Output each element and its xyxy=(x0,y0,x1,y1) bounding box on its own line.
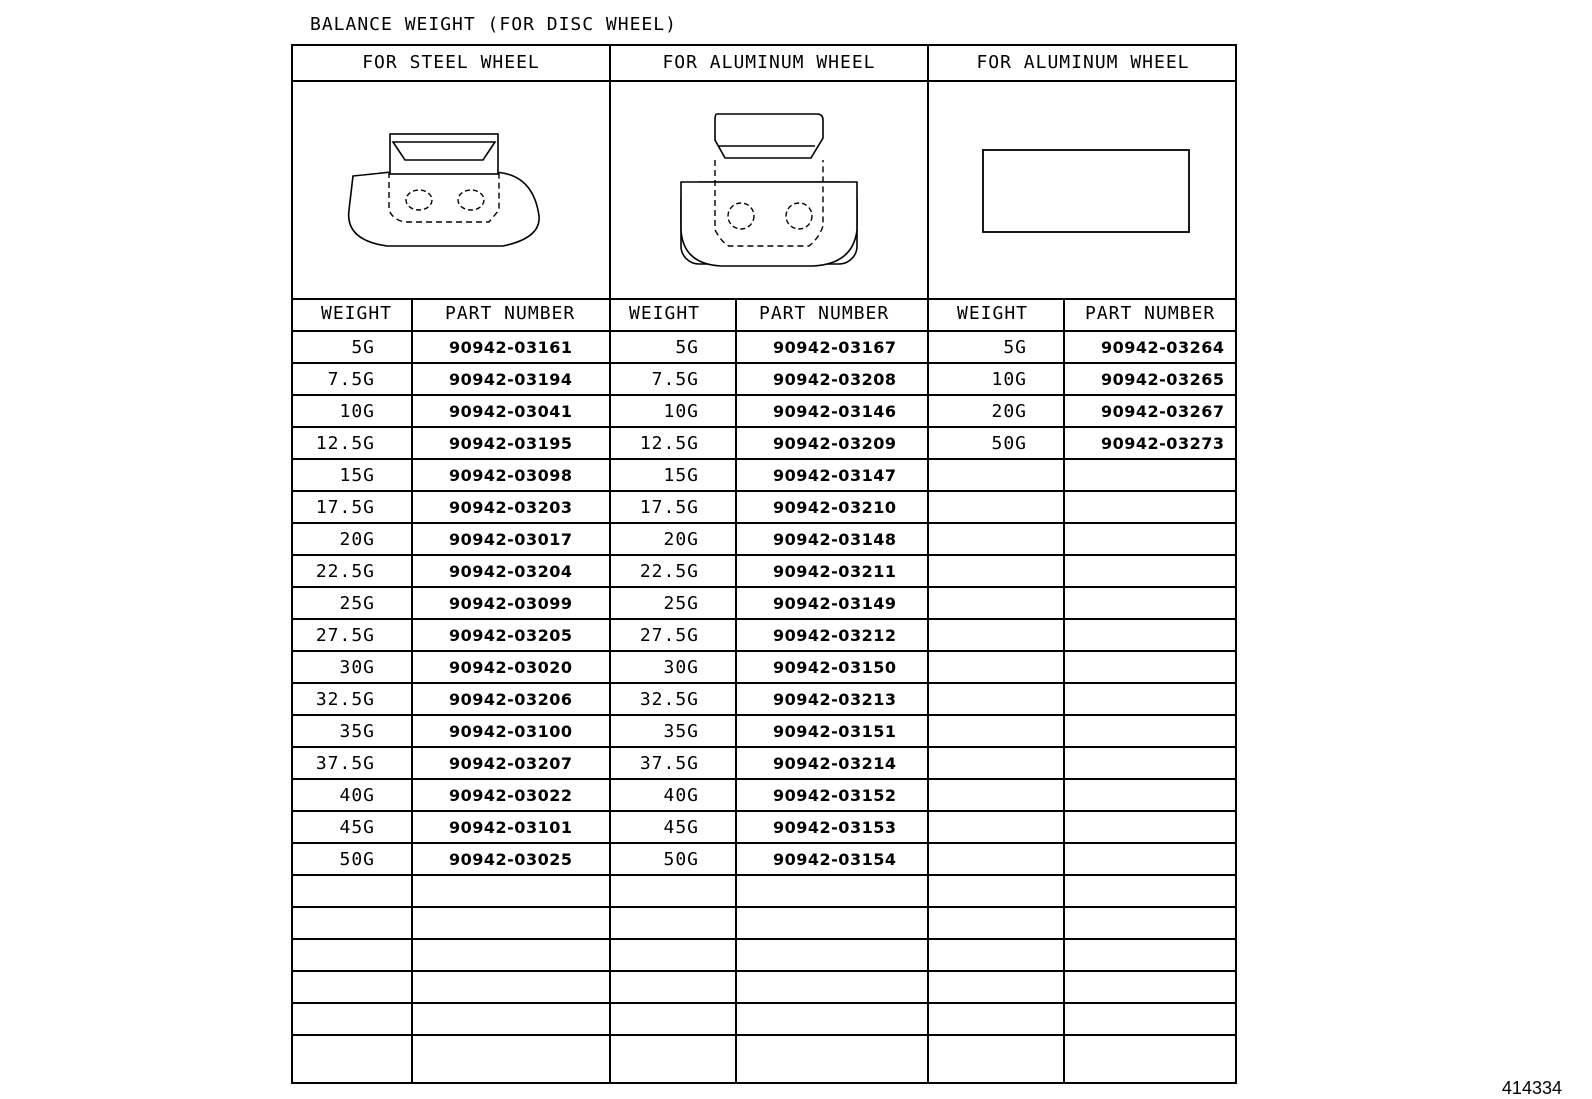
weight-cell: 35G xyxy=(339,721,375,742)
steel-wheel-weight-illustration xyxy=(293,80,609,298)
column-divider xyxy=(1063,298,1065,1082)
balance-weight-table xyxy=(291,44,1237,1084)
row-divider xyxy=(293,426,1235,428)
part-number-cell: 90942-03161 xyxy=(449,338,573,357)
col-part-number-header: PART NUMBER xyxy=(1085,303,1216,324)
weight-cell: 15G xyxy=(663,465,699,486)
col-part-number-header: PART NUMBER xyxy=(759,303,890,324)
part-number-cell: 90942-03207 xyxy=(449,754,573,773)
part-number-cell: 90942-03267 xyxy=(1101,402,1225,421)
weight-cell: 22.5G xyxy=(639,561,699,582)
part-number-cell: 90942-03211 xyxy=(773,562,897,581)
weight-cell: 7.5G xyxy=(651,369,699,390)
weight-cell: 10G xyxy=(663,401,699,422)
part-number-cell: 90942-03195 xyxy=(449,434,573,453)
part-number-cell: 90942-03041 xyxy=(449,402,573,421)
weight-cell: 5G xyxy=(1003,337,1027,358)
weight-cell: 50G xyxy=(339,849,375,870)
weight-cell: 10G xyxy=(991,369,1027,390)
col-weight-header: WEIGHT xyxy=(321,303,393,324)
weight-cell: 20G xyxy=(991,401,1027,422)
row-divider xyxy=(293,746,1235,748)
weight-cell: 5G xyxy=(351,337,375,358)
weight-cell: 10G xyxy=(339,401,375,422)
weight-cell: 12.5G xyxy=(315,433,375,454)
section-header-aluminum-b: FOR ALUMINUM WHEEL xyxy=(976,52,1190,73)
part-number-cell: 90942-03152 xyxy=(773,786,897,805)
row-divider xyxy=(293,842,1235,844)
row-divider xyxy=(293,1002,1235,1004)
row-divider xyxy=(293,906,1235,908)
part-number-cell: 90942-03148 xyxy=(773,530,897,549)
row-divider xyxy=(293,1034,1235,1036)
row-divider xyxy=(293,586,1235,588)
weight-cell: 12.5G xyxy=(639,433,699,454)
weight-cell: 50G xyxy=(991,433,1027,454)
part-number-cell: 90942-03203 xyxy=(449,498,573,517)
part-number-cell: 90942-03025 xyxy=(449,850,573,869)
page-title: BALANCE WEIGHT (FOR DISC WHEEL) xyxy=(310,14,677,35)
col-part-number-header: PART NUMBER xyxy=(445,303,576,324)
part-number-cell: 90942-03151 xyxy=(773,722,897,741)
weight-cell: 15G xyxy=(339,465,375,486)
part-number-cell: 90942-03213 xyxy=(773,690,897,709)
aluminum-wheel-weight-illustration xyxy=(611,80,927,298)
part-number-cell: 90942-03264 xyxy=(1101,338,1225,357)
part-number-cell: 90942-03206 xyxy=(449,690,573,709)
part-number-cell: 90942-03214 xyxy=(773,754,897,773)
weight-cell: 25G xyxy=(663,593,699,614)
weight-cell: 37.5G xyxy=(315,753,375,774)
part-number-cell: 90942-03150 xyxy=(773,658,897,677)
part-number-cell: 90942-03022 xyxy=(449,786,573,805)
part-number-cell: 90942-03210 xyxy=(773,498,897,517)
part-number-cell: 90942-03167 xyxy=(773,338,897,357)
weight-cell: 7.5G xyxy=(327,369,375,390)
row-divider xyxy=(293,778,1235,780)
part-number-cell: 90942-03209 xyxy=(773,434,897,453)
weight-cell: 35G xyxy=(663,721,699,742)
weight-cell: 45G xyxy=(339,817,375,838)
adhesive-weight-illustration xyxy=(929,80,1237,298)
row-divider xyxy=(293,970,1235,972)
part-number-cell: 90942-03146 xyxy=(773,402,897,421)
weight-cell: 40G xyxy=(663,785,699,806)
weight-cell: 32.5G xyxy=(639,689,699,710)
row-divider xyxy=(293,554,1235,556)
part-number-cell: 90942-03101 xyxy=(449,818,573,837)
weight-cell: 32.5G xyxy=(315,689,375,710)
part-number-cell: 90942-03153 xyxy=(773,818,897,837)
col-weight-header: WEIGHT xyxy=(957,303,1029,324)
weight-cell: 22.5G xyxy=(315,561,375,582)
part-number-cell: 90942-03017 xyxy=(449,530,573,549)
part-number-cell: 90942-03099 xyxy=(449,594,573,613)
row-divider xyxy=(293,874,1235,876)
part-number-cell: 90942-03020 xyxy=(449,658,573,677)
row-divider xyxy=(293,522,1235,524)
weight-cell: 5G xyxy=(675,337,699,358)
row-divider xyxy=(293,714,1235,716)
weight-cell: 20G xyxy=(663,529,699,550)
row-divider xyxy=(293,490,1235,492)
part-number-cell: 90942-03098 xyxy=(449,466,573,485)
section-header-aluminum-a: FOR ALUMINUM WHEEL xyxy=(662,52,876,73)
section-header-steel: FOR STEEL WHEEL xyxy=(362,52,540,73)
section-divider xyxy=(927,46,929,1082)
row-divider xyxy=(293,394,1235,396)
part-number-cell: 90942-03212 xyxy=(773,626,897,645)
part-number-cell: 90942-03208 xyxy=(773,370,897,389)
part-number-cell: 90942-03265 xyxy=(1101,370,1225,389)
part-number-cell: 90942-03194 xyxy=(449,370,573,389)
row-divider xyxy=(293,362,1235,364)
part-number-cell: 90942-03205 xyxy=(449,626,573,645)
row-divider xyxy=(293,618,1235,620)
weight-cell: 27.5G xyxy=(315,625,375,646)
weight-cell: 17.5G xyxy=(315,497,375,518)
row-divider xyxy=(293,80,1235,82)
row-divider xyxy=(293,458,1235,460)
weight-cell: 50G xyxy=(663,849,699,870)
weight-cell: 30G xyxy=(339,657,375,678)
part-number-cell: 90942-03149 xyxy=(773,594,897,613)
weight-cell: 25G xyxy=(339,593,375,614)
row-divider xyxy=(293,330,1235,332)
weight-cell: 45G xyxy=(663,817,699,838)
weight-cell: 17.5G xyxy=(639,497,699,518)
row-divider xyxy=(293,682,1235,684)
row-divider xyxy=(293,298,1235,300)
col-weight-header: WEIGHT xyxy=(629,303,701,324)
row-divider xyxy=(293,938,1235,940)
part-number-cell: 90942-03147 xyxy=(773,466,897,485)
part-number-cell: 90942-03100 xyxy=(449,722,573,741)
part-number-cell: 90942-03154 xyxy=(773,850,897,869)
row-divider xyxy=(293,650,1235,652)
column-divider xyxy=(411,298,413,1082)
column-divider xyxy=(735,298,737,1082)
weight-cell: 37.5G xyxy=(639,753,699,774)
figure-id: 414334 xyxy=(1501,1078,1562,1098)
part-number-cell: 90942-03204 xyxy=(449,562,573,581)
weight-cell: 20G xyxy=(339,529,375,550)
row-divider xyxy=(293,810,1235,812)
weight-cell: 27.5G xyxy=(639,625,699,646)
weight-cell: 30G xyxy=(663,657,699,678)
part-number-cell: 90942-03273 xyxy=(1101,434,1225,453)
weight-cell: 40G xyxy=(339,785,375,806)
